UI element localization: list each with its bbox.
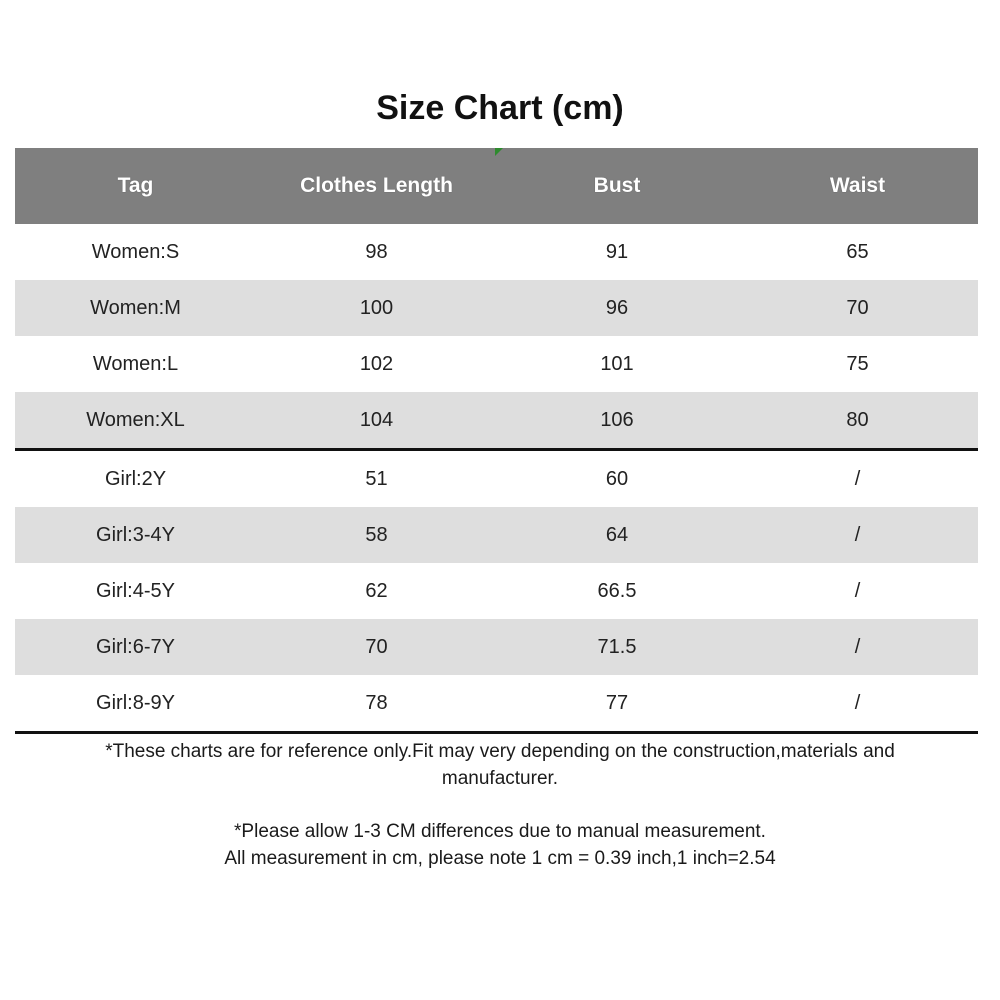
table-row — [15, 392, 978, 448]
women-rows — [15, 224, 978, 448]
cell-waist: 70 — [846, 296, 869, 319]
table-row — [15, 563, 978, 619]
measurement-note-line: *Please allow 1-3 CM differences due to manual measurement. — [234, 821, 766, 842]
table-row — [15, 675, 978, 731]
cell-bust: 66.5 — [597, 579, 637, 602]
cell-clothes-length: 58 — [365, 523, 388, 546]
cell-bust: 91 — [605, 240, 629, 263]
cell-bust: 101 — [600, 352, 634, 375]
cell-bust: 77 — [605, 691, 629, 714]
cell-clothes-length: 98 — [365, 240, 388, 263]
girl-rows — [15, 451, 978, 731]
table-row — [15, 451, 978, 507]
cell-waist: / — [854, 467, 861, 490]
cell-tag: Girl:8-9Y — [96, 691, 175, 714]
cell-tag: Girl:6-7Y — [96, 635, 175, 658]
cell-waist: 65 — [846, 240, 869, 263]
cell-bust: 60 — [605, 467, 629, 490]
cell-clothes-length: 102 — [359, 352, 394, 375]
cell-bust: 64 — [605, 523, 629, 546]
cell-tag: Girl:4-5Y — [96, 579, 175, 602]
cell-bust: 96 — [605, 296, 629, 319]
cell-tag: Girl:2Y — [104, 467, 167, 490]
table-row — [15, 280, 978, 336]
cell-waist: / — [854, 635, 861, 658]
cell-clothes-length: 62 — [365, 579, 388, 602]
cell-tag: Women:L — [92, 352, 179, 375]
header-clothes-length: Clothes Length — [300, 174, 453, 197]
size-chart-table — [15, 148, 978, 734]
bottom-divider — [15, 731, 978, 734]
cell-clothes-length: 104 — [359, 408, 394, 431]
header-bust: Bust — [593, 174, 641, 197]
table-row — [15, 619, 978, 675]
cell-tag: Women:M — [90, 296, 181, 319]
cell-clothes-length: 100 — [359, 296, 394, 319]
table-row — [15, 224, 978, 280]
cell-tag: Women:XL — [86, 408, 185, 431]
reference-note-line: *These charts are for reference only.Fit may very depending on the construction,materials and — [105, 741, 895, 762]
table-row — [15, 336, 978, 392]
reference-note-line: manufacturer. — [441, 768, 559, 789]
cell-waist: / — [854, 691, 861, 714]
header-tag: Tag — [117, 174, 154, 197]
cell-tag: Women:S — [91, 240, 180, 263]
corner-marker-icon — [495, 148, 503, 156]
cell-bust: 71.5 — [597, 635, 637, 658]
cell-clothes-length: 70 — [365, 635, 388, 658]
measurement-note-line: All measurement in cm, please note 1 cm = 0.39 inch,1 inch=2.54 — [224, 848, 776, 869]
measurement-note — [0, 818, 1000, 872]
page-title: Size Chart (cm) — [376, 89, 624, 127]
cell-clothes-length: 78 — [365, 691, 388, 714]
reference-note — [0, 738, 1000, 792]
table-row — [15, 507, 978, 563]
cell-waist: 80 — [846, 408, 869, 431]
cell-waist: / — [854, 523, 861, 546]
header-waist: Waist — [829, 174, 886, 197]
cell-clothes-length: 51 — [365, 467, 388, 490]
cell-tag: Girl:3-4Y — [96, 523, 175, 546]
cell-bust: 106 — [600, 408, 634, 431]
cell-waist: 75 — [846, 352, 869, 375]
cell-waist: / — [854, 579, 861, 602]
table-header-row — [15, 148, 978, 224]
